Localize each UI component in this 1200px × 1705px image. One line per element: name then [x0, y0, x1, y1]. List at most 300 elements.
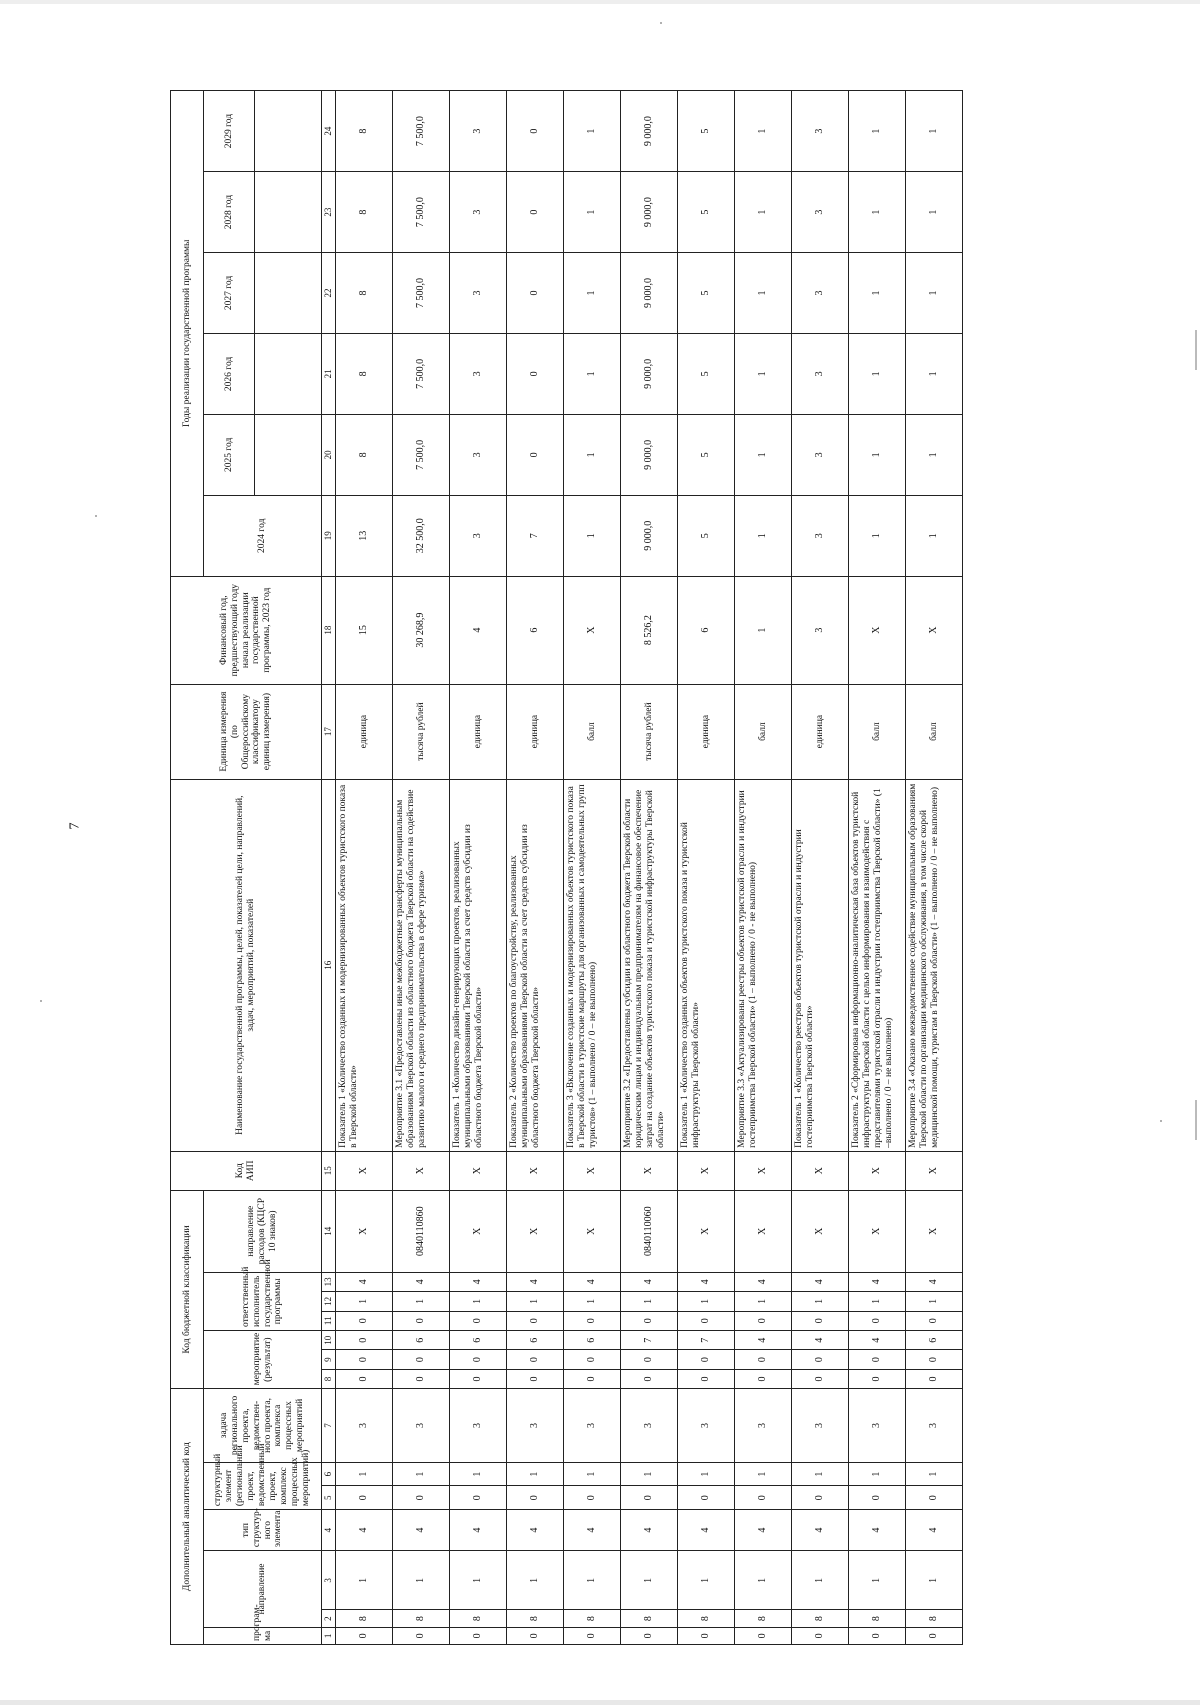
header-year-2025: 2025 год	[204, 414, 255, 495]
year-value-cell: 32 500,0	[393, 495, 450, 576]
column-number: 8	[322, 1369, 336, 1388]
column-number: 13	[322, 1272, 336, 1291]
code-cell: 4	[393, 1510, 450, 1551]
year-value-cell: 9 000,0	[621, 414, 678, 495]
year-value-cell: 5	[678, 172, 735, 253]
header-expense: направление расходов (КЦСР 10 знаков)	[204, 1190, 322, 1272]
base-year-cell: 6	[678, 576, 735, 684]
year-value-cell: 1	[564, 172, 621, 253]
code-cell: 4	[678, 1510, 735, 1551]
code-cell: 0	[393, 1350, 450, 1369]
header-budget-code: Код бюджетной классификации	[171, 1190, 204, 1389]
code-cell: 1	[564, 1462, 621, 1486]
code-cell: 4	[849, 1272, 906, 1291]
column-number: 24	[322, 91, 336, 172]
year-value-cell: 1	[735, 333, 792, 414]
code-cell: 0	[621, 1369, 678, 1388]
code-cell: 0	[906, 1311, 963, 1330]
column-number: 1	[322, 1627, 336, 1644]
code-cell: Х	[336, 1190, 393, 1272]
code-cell: 8	[507, 1610, 564, 1627]
code-cell: Х	[735, 1151, 792, 1190]
unit-cell: балл	[849, 684, 906, 779]
year-value-cell: 9 000,0	[621, 495, 678, 576]
table-row	[678, 91, 735, 1645]
base-year-cell: 30 268,9	[393, 576, 450, 684]
unit-cell: единица	[678, 684, 735, 779]
column-number: 19	[322, 495, 336, 576]
header-year-2026: 2026 год	[204, 333, 255, 414]
code-cell: 3	[621, 1389, 678, 1462]
column-number: 9	[322, 1350, 336, 1369]
year-value-cell: 3	[450, 495, 507, 576]
code-cell: Х	[849, 1151, 906, 1190]
code-cell: 8	[450, 1610, 507, 1627]
year-value-cell: 9 000,0	[621, 172, 678, 253]
code-cell: 0	[792, 1311, 849, 1330]
code-cell: 1	[792, 1551, 849, 1610]
code-cell: 0	[336, 1350, 393, 1369]
code-cell: 1	[735, 1551, 792, 1610]
header-struct-type: тип структур-ного элемента	[204, 1510, 322, 1551]
year-value-cell: 1	[735, 172, 792, 253]
code-cell: 0	[336, 1486, 393, 1510]
scan-edge-top	[0, 0, 1200, 4]
year-value-cell: 9 000,0	[621, 333, 678, 414]
column-number: 15	[322, 1151, 336, 1190]
year-value-cell: 8	[336, 91, 393, 172]
item-name-cell: Показатель 2 «Сформирована информационно-аналитическая база объектов туристской инфраструктуры Тверской области с целью информирования и взаимодействия с представителями туристской отрасли и индустрии гостеприимства Тверской области» (1 –выполнено / 0 – не выполнено)	[849, 779, 906, 1151]
code-cell: 6	[507, 1330, 564, 1349]
code-cell: 0	[450, 1311, 507, 1330]
base-year-cell: Х	[906, 576, 963, 684]
table-row	[849, 91, 906, 1645]
code-cell: 0	[678, 1627, 735, 1644]
code-cell: 8	[336, 1610, 393, 1627]
year-value-cell: 1	[906, 253, 963, 334]
code-cell: 3	[507, 1389, 564, 1462]
code-cell: 1	[621, 1551, 678, 1610]
year-value-cell: 3	[792, 414, 849, 495]
code-cell: 3	[336, 1389, 393, 1462]
base-year-cell: Х	[564, 576, 621, 684]
year-value-cell: 3	[450, 333, 507, 414]
header-unit: Единица измерения (по Общероссийскому классификатору единиц измерения)	[171, 684, 322, 779]
code-cell: 1	[450, 1292, 507, 1311]
code-cell: 0	[507, 1350, 564, 1369]
code-cell: 0	[507, 1486, 564, 1510]
code-cell: 3	[678, 1389, 735, 1462]
year-value-cell: 8	[336, 333, 393, 414]
code-cell: Х	[507, 1151, 564, 1190]
code-cell: 6	[564, 1330, 621, 1349]
code-cell: Х	[849, 1190, 906, 1272]
code-cell: 0	[564, 1627, 621, 1644]
year-value-cell: 9 000,0	[621, 91, 678, 172]
code-cell: 0	[507, 1311, 564, 1330]
year-value-cell: 7 500,0	[393, 172, 450, 253]
table-row	[564, 91, 621, 1645]
unit-cell: балл	[564, 684, 621, 779]
unit-cell: балл	[906, 684, 963, 779]
header-spacer	[255, 91, 322, 172]
unit-cell: единица	[450, 684, 507, 779]
code-cell: 0	[336, 1627, 393, 1644]
code-cell: 4	[621, 1510, 678, 1551]
code-cell: Х	[792, 1151, 849, 1190]
code-cell: 1	[849, 1292, 906, 1311]
code-cell: 6	[450, 1330, 507, 1349]
year-value-cell: 0	[507, 253, 564, 334]
code-cell: 1	[564, 1292, 621, 1311]
code-cell: 1	[336, 1551, 393, 1610]
year-value-cell: 1	[849, 172, 906, 253]
column-number: 14	[322, 1190, 336, 1272]
table-row	[735, 91, 792, 1645]
header-base-year: Финансовый год, предшествующий году начала реализации государственной программы, 2023 год	[171, 576, 322, 684]
code-cell: Х	[507, 1190, 564, 1272]
code-cell: 3	[450, 1389, 507, 1462]
code-cell: 4	[735, 1272, 792, 1291]
code-cell: 0	[735, 1350, 792, 1369]
header-year-2024: 2024 год	[204, 495, 322, 576]
year-value-cell: 9 000,0	[621, 253, 678, 334]
table-row	[450, 91, 507, 1645]
header-year-2028: 2028 год	[204, 172, 255, 253]
rotated-table-container	[170, 90, 1030, 1645]
base-year-cell: Х	[849, 576, 906, 684]
code-cell: 4	[336, 1510, 393, 1551]
year-value-cell: 1	[564, 414, 621, 495]
column-number: 18	[322, 576, 336, 684]
year-value-cell: 7 500,0	[393, 91, 450, 172]
year-value-cell: 3	[792, 495, 849, 576]
code-cell: 8	[678, 1610, 735, 1627]
header-program: програм-ма	[204, 1627, 322, 1644]
year-value-cell: 0	[507, 172, 564, 253]
code-cell: 1	[678, 1462, 735, 1486]
column-number: 23	[322, 172, 336, 253]
code-cell: 1	[507, 1462, 564, 1486]
code-cell: 0	[393, 1627, 450, 1644]
code-cell: Х	[906, 1190, 963, 1272]
year-value-cell: 1	[564, 253, 621, 334]
code-cell: 4	[849, 1330, 906, 1349]
unit-cell: единица	[792, 684, 849, 779]
item-name-cell: Показатель 1 «Количество дизайн-генерирующих проектов, реализованных муниципальными образованиями Тверской области за счет средств субсидии из областного бюджета Тверской области»	[450, 779, 507, 1151]
year-value-cell: 1	[735, 91, 792, 172]
code-cell: 3	[849, 1389, 906, 1462]
code-cell: 1	[393, 1551, 450, 1610]
column-number: 2	[322, 1610, 336, 1627]
code-cell: 0	[678, 1486, 735, 1510]
code-cell: 4	[450, 1510, 507, 1551]
item-name-cell: Мероприятие 3.4 «Оказано межведомственное содействие муниципальным образованиям Тверской области по организации медицинского обслуживания, в том числе скорой медицинской помощи, туристам в Тверской области» (1 – выполнено / 0 – не выполнено)	[906, 779, 963, 1151]
code-cell: Х	[450, 1190, 507, 1272]
code-cell: 1	[393, 1462, 450, 1486]
year-value-cell: 1	[849, 333, 906, 414]
code-cell: 0	[564, 1350, 621, 1369]
code-cell: 1	[678, 1292, 735, 1311]
page-number: 7	[67, 822, 83, 830]
code-cell: 0	[678, 1369, 735, 1388]
code-cell: 0	[906, 1369, 963, 1388]
code-cell: 1	[507, 1551, 564, 1610]
code-cell: 0	[792, 1369, 849, 1388]
year-value-cell: 1	[564, 333, 621, 414]
code-cell: Х	[906, 1151, 963, 1190]
year-value-cell: 1	[735, 414, 792, 495]
code-cell: Х	[336, 1151, 393, 1190]
code-cell: 4	[564, 1272, 621, 1291]
base-year-cell: 6	[507, 576, 564, 684]
code-cell: 4	[735, 1330, 792, 1349]
column-number: 5	[322, 1486, 336, 1510]
base-year-cell: 3	[792, 576, 849, 684]
code-cell: 0	[678, 1350, 735, 1369]
header-struct-elem: структурный элемент (региональный проект, ведомственный проект, комплекс процессных мероприятий)	[204, 1462, 322, 1509]
program-table	[170, 90, 963, 1645]
year-value-cell: 3	[792, 91, 849, 172]
year-value-cell: 1	[906, 333, 963, 414]
header-aip-code: Код АИП	[171, 1151, 322, 1190]
code-cell: 0	[735, 1627, 792, 1644]
column-number: 16	[322, 779, 336, 1151]
table-row	[336, 91, 393, 1645]
year-value-cell: 3	[450, 414, 507, 495]
code-cell: 0	[564, 1369, 621, 1388]
code-cell: 0	[792, 1627, 849, 1644]
base-year-cell: 4	[450, 576, 507, 684]
year-value-cell: 7 500,0	[393, 414, 450, 495]
item-name-cell: Показатель 1 «Количество созданных и модернизированных объектов туристского показа в Тверской области»	[336, 779, 393, 1151]
column-number: 20	[322, 414, 336, 495]
year-value-cell: 8	[336, 172, 393, 253]
code-cell: 4	[507, 1510, 564, 1551]
code-cell: 4	[336, 1272, 393, 1291]
item-name-cell: Показатель 1 «Количество созданных объектов туристского показа и туристской инфраструктуры Тверской области»	[678, 779, 735, 1151]
header-name: Наименование государственной программы, целей, показателей цели, направлений, задач, мероприятий, показателей	[171, 779, 322, 1151]
code-cell: 4	[906, 1510, 963, 1551]
year-value-cell: 1	[735, 253, 792, 334]
code-cell: 1	[450, 1462, 507, 1486]
code-cell: 3	[564, 1389, 621, 1462]
code-cell: 1	[906, 1292, 963, 1311]
code-cell: 8	[564, 1610, 621, 1627]
header-spacer	[255, 253, 322, 334]
header-event: мероприятие (результат)	[204, 1330, 322, 1388]
code-cell: 8	[906, 1610, 963, 1627]
item-name-cell: Мероприятие 3.3 «Актуализированы реестры объектов туристской отрасли и индустрии гостеприимства Тверской области» (1 – выполнено / 0 - не выполнено)	[735, 779, 792, 1151]
column-number: 6	[322, 1462, 336, 1486]
code-cell: 4	[792, 1510, 849, 1551]
year-value-cell: 1	[849, 253, 906, 334]
column-number: 12	[322, 1292, 336, 1311]
header-additional-code: Дополнительный аналитический код	[171, 1389, 204, 1645]
year-value-cell: 1	[906, 91, 963, 172]
code-cell: 0	[906, 1627, 963, 1644]
code-cell: 1	[735, 1292, 792, 1311]
code-cell: 4	[792, 1330, 849, 1349]
code-cell: 1	[792, 1462, 849, 1486]
code-cell: 0	[678, 1311, 735, 1330]
code-cell: 4	[906, 1272, 963, 1291]
code-cell: 0	[393, 1486, 450, 1510]
code-cell: 0	[450, 1627, 507, 1644]
unit-cell: тысяча рублей	[393, 684, 450, 779]
code-cell: 8	[792, 1610, 849, 1627]
code-cell: 4	[393, 1272, 450, 1291]
year-value-cell: 1	[906, 414, 963, 495]
code-cell: 1	[564, 1551, 621, 1610]
code-cell: 1	[507, 1292, 564, 1311]
code-cell: 4	[735, 1510, 792, 1551]
code-cell: 0	[393, 1311, 450, 1330]
code-cell: 6	[906, 1330, 963, 1349]
year-value-cell: 8	[336, 253, 393, 334]
code-cell: 0	[621, 1486, 678, 1510]
unit-cell: единица	[336, 684, 393, 779]
year-value-cell: 1	[564, 495, 621, 576]
year-value-cell: 0	[507, 91, 564, 172]
code-cell: 3	[735, 1389, 792, 1462]
year-value-cell: 0	[507, 333, 564, 414]
code-cell: 1	[393, 1292, 450, 1311]
code-cell: 0	[336, 1369, 393, 1388]
code-cell: 1	[621, 1292, 678, 1311]
code-cell: 0	[564, 1486, 621, 1510]
year-value-cell: 1	[735, 495, 792, 576]
column-number: 7	[322, 1389, 336, 1462]
header-spacer	[255, 172, 322, 253]
year-value-cell: 3	[450, 91, 507, 172]
header-year-2027: 2027 год	[204, 253, 255, 334]
code-cell: 4	[678, 1272, 735, 1291]
code-cell: 4	[450, 1272, 507, 1291]
year-value-cell: 3	[792, 172, 849, 253]
code-cell: 0	[507, 1627, 564, 1644]
item-name-cell: Мероприятие 3.2 «Предоставлены субсидии из областного бюджета Тверской области юридическим лицам и индивидуальным предпринимателям на финансовое обеспечение затрат на создание объектов туристского показа и туристской инфраструктуры Тверской области»	[621, 779, 678, 1151]
code-cell: 8	[735, 1610, 792, 1627]
code-cell: 3	[792, 1389, 849, 1462]
year-value-cell: 8	[336, 414, 393, 495]
unit-cell: единица	[507, 684, 564, 779]
year-value-cell: 3	[792, 333, 849, 414]
scan-edge-bottom	[0, 1700, 1200, 1705]
code-cell: Х	[621, 1151, 678, 1190]
code-cell: 0	[450, 1369, 507, 1388]
table-row	[792, 91, 849, 1645]
code-cell: 1	[849, 1462, 906, 1486]
code-cell: 0	[621, 1350, 678, 1369]
code-cell: 4	[792, 1272, 849, 1291]
base-year-cell: 1	[735, 576, 792, 684]
code-cell: 4	[849, 1510, 906, 1551]
code-cell: 1	[336, 1462, 393, 1486]
item-name-cell: Показатель 3 «Включение созданных и модернизированных объектов туристского показа в Тверской области в туристские маршруты для организованных и самодеятельных групп туристов» (1 – выполнено / 0 – не выполнено)	[564, 779, 621, 1151]
code-cell: 0	[849, 1311, 906, 1330]
year-value-cell: 7	[507, 495, 564, 576]
code-cell: 0	[336, 1330, 393, 1349]
code-cell: Х	[735, 1190, 792, 1272]
code-cell: 0	[906, 1486, 963, 1510]
code-cell: 0	[906, 1350, 963, 1369]
column-number: 10	[322, 1330, 336, 1349]
code-cell: 1	[621, 1462, 678, 1486]
table-row	[507, 91, 564, 1645]
column-number: 22	[322, 253, 336, 334]
year-value-cell: 0	[507, 414, 564, 495]
item-name-cell: Показатель 2 «Количество проектов по благоустройству, реализованных муниципальными образованиями Тверской области за счет средств субсидии из областного бюджета Тверской области»	[507, 779, 564, 1151]
header-year-2029: 2029 год	[204, 91, 255, 172]
code-cell: 8	[849, 1610, 906, 1627]
code-cell: Х	[678, 1190, 735, 1272]
code-cell: 0	[621, 1311, 678, 1330]
header-spacer	[255, 414, 322, 495]
year-value-cell: 1	[849, 495, 906, 576]
code-cell: 1	[849, 1551, 906, 1610]
year-value-cell: 5	[678, 253, 735, 334]
code-cell: 0	[735, 1486, 792, 1510]
year-value-cell: 3	[792, 253, 849, 334]
item-name-cell: Мероприятие 3.1 «Предоставлены иные межбюджетные трансферты муниципальным образованиям Тверской области из областного бюджета Тверской области на содействие развитию малого и среднего предпринимательства в сфере туризма»	[393, 779, 450, 1151]
header-executor: ответственный исполнитель государственной программы	[204, 1272, 322, 1330]
year-value-cell: 7 500,0	[393, 333, 450, 414]
code-cell: 0840110860	[393, 1190, 450, 1272]
column-number: 4	[322, 1510, 336, 1551]
table-row	[906, 91, 963, 1645]
table-row	[621, 91, 678, 1645]
header-direction: направление	[204, 1551, 322, 1628]
code-cell: 0	[849, 1350, 906, 1369]
year-value-cell: 13	[336, 495, 393, 576]
code-cell: 0	[564, 1311, 621, 1330]
code-cell: 0	[849, 1486, 906, 1510]
code-cell: Х	[678, 1151, 735, 1190]
item-name-cell: Показатель 1 «Количество реестров объектов туристской отрасли и индустрии гостеприимства Тверской области»	[792, 779, 849, 1151]
code-cell: Х	[564, 1151, 621, 1190]
code-cell: 7	[678, 1330, 735, 1349]
unit-cell: тысяча рублей	[621, 684, 678, 779]
code-cell: 0	[849, 1369, 906, 1388]
code-cell: 8	[621, 1610, 678, 1627]
base-year-cell: 8 526,2	[621, 576, 678, 684]
column-number: 3	[322, 1551, 336, 1610]
base-year-cell: 15	[336, 576, 393, 684]
code-cell: 0	[621, 1627, 678, 1644]
year-value-cell: 5	[678, 495, 735, 576]
year-value-cell: 1	[906, 495, 963, 576]
code-cell: 0	[450, 1350, 507, 1369]
year-value-cell: 3	[450, 253, 507, 334]
header-years-group: Годы реализации государственной программы	[171, 91, 204, 577]
year-value-cell: 5	[678, 333, 735, 414]
code-cell: 1	[735, 1462, 792, 1486]
year-value-cell: 1	[564, 91, 621, 172]
column-number: 17	[322, 684, 336, 779]
code-cell: 4	[621, 1272, 678, 1291]
table-row	[393, 91, 450, 1645]
code-cell: 0	[507, 1369, 564, 1388]
column-number: 11	[322, 1311, 336, 1330]
code-cell: 0840110060	[621, 1190, 678, 1272]
code-cell: 6	[393, 1330, 450, 1349]
code-cell: 1	[336, 1292, 393, 1311]
header-spacer	[255, 333, 322, 414]
code-cell: 1	[450, 1551, 507, 1610]
code-cell: 1	[906, 1551, 963, 1610]
year-value-cell: 5	[678, 91, 735, 172]
